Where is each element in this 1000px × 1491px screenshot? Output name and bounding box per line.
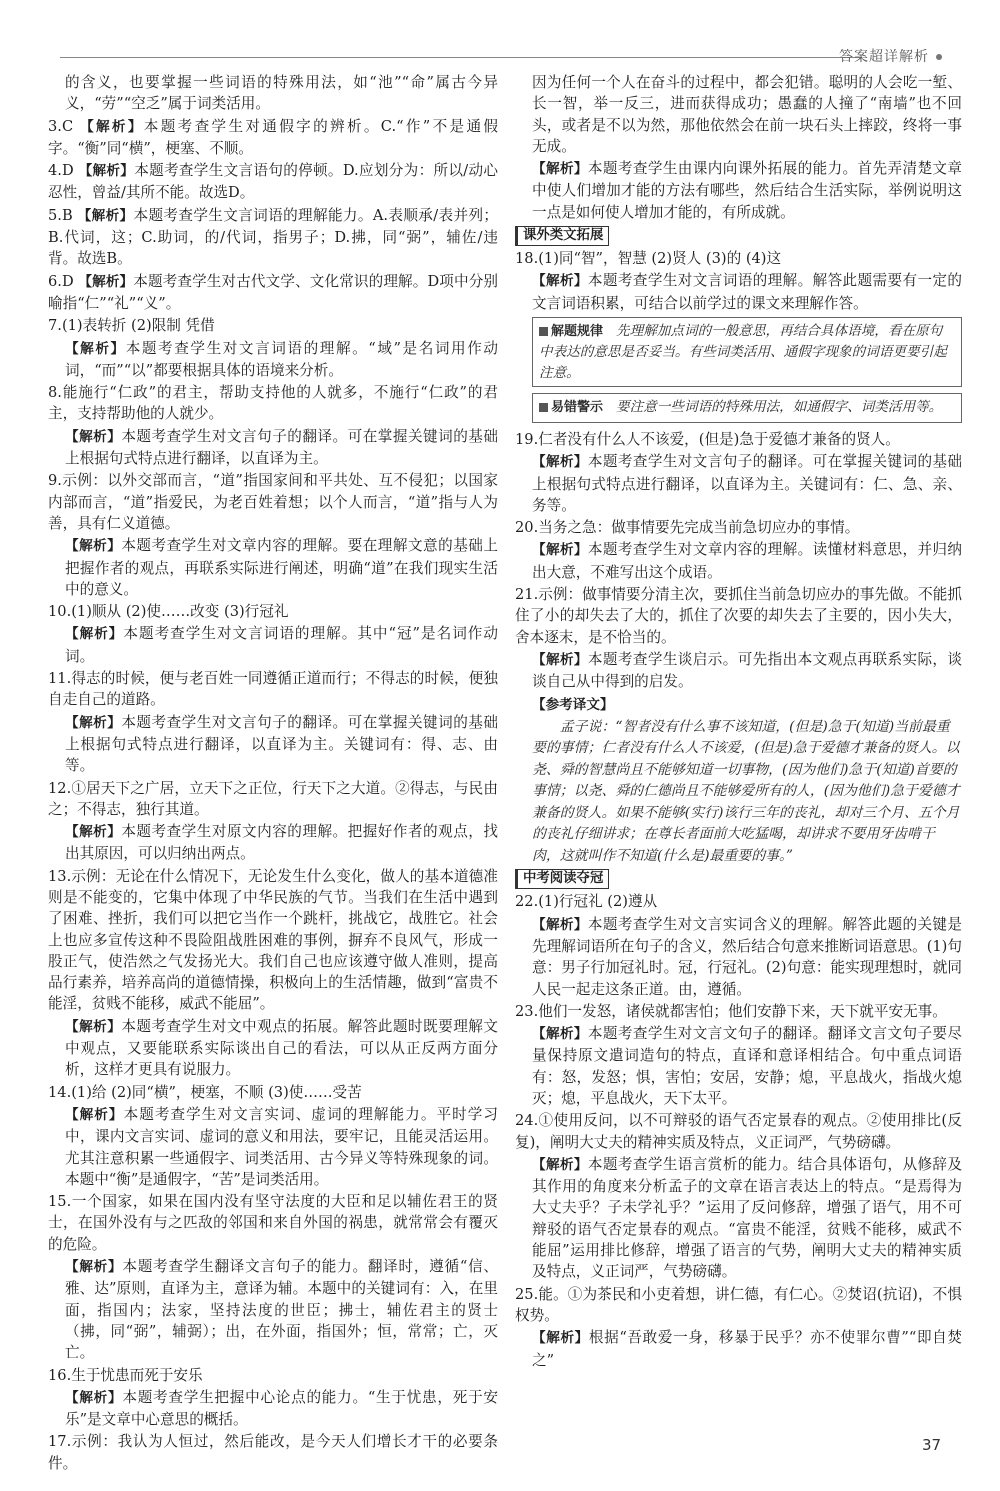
left-answer-21 xyxy=(48,1191,498,1255)
label-tag: 【解析】 xyxy=(532,542,588,559)
right-answer-19 xyxy=(515,1023,962,1109)
reference-translation: 孟子说：“智者没有什么事不该知道，(但是)急于(知道)当前最重要的事情；仁者没有什么人不该爱，(但是)急于爱德才兼备的贤人。以尧、舜的智慧尚且不能够知道一切事物，(因为他们)急于(知道)首要的事情；以尧、舜的仁德尚且不能够爱所有的人，(因为他们)急于爱德才兼备的贤人。如果不能够(实行)该行三年的丧礼，却对三个月、五个月的丧礼仔细讲求；在尊长者面前大吃猛喝，却讲求不要用牙齿啃干肉，这就叫作不知道(什么是)最重要的事。” xyxy=(532,718,960,864)
question-number: 12. xyxy=(48,779,72,797)
right-answer-23 xyxy=(515,1327,962,1371)
answer-text: 【解析】本题考查学生对文言词语的理解。其中“冠”是名词作动词。 xyxy=(65,625,498,665)
question-number: 10. xyxy=(48,603,72,621)
left-answer-9 xyxy=(48,470,498,534)
right-answer-13 xyxy=(515,694,962,716)
right-answer-21 xyxy=(515,1154,962,1283)
right-answer-20 xyxy=(515,1110,962,1153)
answer-text: (1)表转折 (2)限制 凭借 xyxy=(61,317,215,335)
answer-text: 的含义，也要掌握一些词语的特殊用法，如“池”“命”属古今异义，“劳”“空乏”属于词类活用。 xyxy=(65,74,498,113)
right-answer-3 xyxy=(515,248,962,269)
label-tag: 【解析】 xyxy=(65,428,122,445)
question-number: 6. xyxy=(48,272,62,290)
answer-text: 示例：我认为人恒过，然后能改，是今天人们增长才干的必要条件。 xyxy=(48,1433,498,1472)
label-tag: 【解析】 xyxy=(532,651,588,668)
left-answer-0 xyxy=(48,72,498,115)
left-answer-23 xyxy=(48,1365,498,1386)
answer-text: 当务之急：做事情要先完成当前急切应办的事情。 xyxy=(538,519,860,537)
left-answer-8 xyxy=(48,426,498,470)
question-number: 24. xyxy=(515,1112,539,1130)
header-dot-icon xyxy=(936,54,942,60)
right-answer-0 xyxy=(515,72,962,157)
answer-text: 示例：做事情要分清主次，要抓住当前急切应办的事先做。不能抓住了小的却失去了大的，抓住了次要的却失去了主要的，因小失大，舍本逐末，是不恰当的。 xyxy=(515,586,962,646)
right-answer-17 xyxy=(515,914,962,1000)
label-tag: 【解析】 xyxy=(78,273,134,290)
label-tag: 【解析】 xyxy=(65,714,122,731)
label-tag: 【解析】 xyxy=(65,626,124,643)
answer-text: C 【解析】本题考查学生对通假字的辨析。C.“作”不是通假字。“衡”同“横”，梗塞、不顺。 xyxy=(48,117,498,157)
question-number: 9. xyxy=(48,472,62,490)
answer-text: 仁者没有什么人不该爱，(但是)急于爱德才兼备的贤人。 xyxy=(538,430,900,448)
left-answer-10 xyxy=(48,535,498,600)
label-tag: 【解析】 xyxy=(532,1330,589,1347)
answer-text: 【解析】本题考查学生由课内向课外拓展的能力。首先弄清楚文章中使人们增加才能的方法有哪些，然后结合生活实际，举例说明这一点是如何使人增加才能的，有所成就。 xyxy=(532,160,962,221)
section-heading-row xyxy=(515,867,962,891)
header-rule xyxy=(60,57,862,58)
answer-text: (1)顺从 (2)使……改变 (3)行冠礼 xyxy=(71,603,289,621)
answer-text: 【解析】本题考查学生对文言实词含义的理解。解答此题的关键是先理解词语所在句子的含义，然后结合句意来推断词语意思。(1)句意：男子行加冠礼时。冠，行冠礼。(2)句意：能实现理想时，就同人民一起走这条正道。由，遵循。 xyxy=(532,915,962,998)
answer-text: 【解析】本题考查学生对文章内容的理解。读懂材料意思，并归纳出大意，不难写出这个成语。 xyxy=(532,541,962,581)
tip-square-icon xyxy=(539,327,548,336)
label-tag: 【解析】 xyxy=(65,1106,124,1123)
answer-text: 【解析】本题考查学生对文中观点的拓展。解答此题时既要理解文中观点，又要能联系实际谈出自己的看法，可以从正反两方面分析，这样才更具有说服力。 xyxy=(65,1017,498,1079)
right-column xyxy=(515,72,962,1372)
answer-text: ①居天下之广居，立天下之正位，行天下之大道。②得志，与民由之；不得志，独行其道。 xyxy=(48,779,498,818)
answer-text: 【解析】本题考查学生对文言句子的翻译。可在掌握关键词的基础上根据句式特点进行翻译，以直译为主。关键词有：得、志、由等。 xyxy=(65,713,498,775)
right-answer-10 xyxy=(515,539,962,583)
answer-text: 【解析】本题考查学生对文言句子的翻译。可在掌握关键词的基础上根据句式特点进行翻译，以直译为主。 xyxy=(65,427,498,468)
label-tag: 【参考译文】 xyxy=(532,696,614,713)
question-number: 13. xyxy=(48,867,72,885)
left-answer-22 xyxy=(48,1256,498,1363)
question-number: 15. xyxy=(48,1193,72,1211)
tip-box xyxy=(532,393,962,423)
label-tag: 【解析】 xyxy=(80,118,144,135)
answer-text: 一个国家，如果在国内没有坚守法度的大臣和足以辅佐君王的贤士，在国外没有与之匹敌的邻国和来自外国的祸患，就常常会有覆灭的危险。 xyxy=(48,1193,498,1253)
answer-text: 得志的时候，便与老百姓一同遵循正道而行；不得志的时候，便独自走自己的道路。 xyxy=(48,670,498,709)
answer-text: 【解析】本题考查学生对文言词语的理解。“域”是名词用作动词，“而”“以”都要根据具体的语境来分析。 xyxy=(65,339,498,379)
question-number: 11. xyxy=(48,670,72,688)
right-answer-7 xyxy=(515,429,962,450)
left-answer-24 xyxy=(48,1387,498,1431)
answer-text: 【解析】本题考查学生对文章内容的理解。要在理解文意的基础上把握作者的观点，再联系实际进行阐述，明确“道”在我们现实生活中的意义。 xyxy=(65,537,498,598)
right-answer-16 xyxy=(515,891,962,912)
label-tag: 【解析】 xyxy=(532,273,588,290)
question-number: 25. xyxy=(515,1285,539,1303)
answer-text: 【解析】本题考查学生对文言文句子的翻译。翻译文言文句子要尽量保持原文遣词造句的特点，直译和意译相结合。句中重点词语有：怒，发怒；惧，害怕；安居，安静；熄，平息战火，指战火熄灭；熄，平息战火，天下太平。 xyxy=(532,1025,962,1107)
label-tag: 【解析】 xyxy=(532,1156,588,1173)
left-answer-17 xyxy=(48,866,498,1015)
label-tag: 【解析】 xyxy=(532,916,588,933)
answer-text: 生于忧患而死于安乐 xyxy=(71,1366,203,1384)
left-answer-19 xyxy=(48,1082,498,1103)
tip-text: 先理解加点词的一般意思，再结合具体语境，看在原句中表达的意思是否妥当。有些词类活用、通假字现象的词语更要引起注意。 xyxy=(539,322,947,381)
label-tag: 【解析】 xyxy=(532,1026,588,1043)
answer-text: 【解析】本题考查学生对原文内容的理解。把握好作者的观点，找出其原因，可以归纳出两点。 xyxy=(65,823,498,863)
answer-text: 【解析】本题考查学生语言赏析的能力。结合具体语句，从修辞及其作用的角度来分析孟子的文章在语言表达上的特点。“是焉得为大丈夫乎？子未学礼乎？”运用了反问修辞，增强了语气，用不可辩驳的语气否定景春的观点。“富贵不能淫，贫贱不能移，威武不能屈”运用排比修辞，增强了语言的气势，阐明大丈夫的精神实质及特点，义正词严，气势磅礴。 xyxy=(532,1155,962,1281)
left-answer-25 xyxy=(48,1431,498,1474)
answer-text: 示例：无论在什么情况下，无论发生什么变化，做人的基本道德准则是不能变的，它集中体现了中华民族的气节。当我们在生活中遇到了困难、挫折，我们可以把它当作一个跳杆，挑战它，战胜它。社会上也应多宣传这种不畏险阻战胜困难的事例，摒弃不良风气，形成一股正气，使浩然之气发扬光大。我们自己也应该遵守做人准则，提高品行素养，培养高尚的道德情操，积极向上的生活情趣，做到“富贵不能淫，贫贱不能移，威武不能屈”。 xyxy=(48,867,498,1013)
answer-text: (1)同“智”，智慧 (2)贤人 (3)的 (4)这 xyxy=(538,250,782,268)
label-tag: 【解析】 xyxy=(65,1018,122,1035)
answer-text: ①使用反问，以不可辩驳的语气否定景春的观点。②使用排比(反复)，阐明大丈夫的精神实质及特点，义正词严，气势磅礴。 xyxy=(515,1112,962,1151)
answer-text: 【解析】根据“吾敢爱一身，移暴于民乎？亦不使罪尔曹”“即自焚之” xyxy=(532,1329,962,1369)
right-answer-12 xyxy=(515,649,962,693)
left-answer-3 xyxy=(48,205,498,270)
answer-text: (1)行冠礼 (2)遵从 xyxy=(538,893,658,911)
section-heading: 中考阅读夺冠 xyxy=(515,869,609,889)
left-column xyxy=(48,72,498,1475)
answer-text: (1)给 (2)同“横”，梗塞，不顺 (3)使……受苦 xyxy=(71,1083,362,1101)
left-answer-20 xyxy=(48,1104,498,1190)
question-number: 8. xyxy=(48,384,62,402)
left-answer-12 xyxy=(48,623,498,667)
label-tag: 【解析】 xyxy=(65,824,122,841)
left-answer-15 xyxy=(48,778,498,821)
question-number: 17. xyxy=(48,1433,72,1451)
left-answer-6 xyxy=(48,338,498,382)
tip-box xyxy=(532,317,962,388)
tip-square-icon xyxy=(539,403,548,412)
left-answer-13 xyxy=(48,668,498,711)
answer-text xyxy=(532,696,614,713)
left-answer-11 xyxy=(48,601,498,622)
left-answer-1 xyxy=(48,116,498,160)
right-answer-8 xyxy=(515,451,962,516)
answer-text: 因为任何一个人在奋斗的过程中，都会犯错。聪明的人会吃一堑、长一智，举一反三，进而获得成功；愚蠢的人撞了“南墙”也不回头，或者是不以为然，那他依然会在前一块石头上摔跤，终将一事无成。 xyxy=(532,74,962,155)
question-number: 20. xyxy=(515,519,539,537)
answer-text: 【解析】本题考查学生对文言句子的翻译。可在掌握关键词的基础上根据句式特点进行翻译，以直译为主。关键词有：仁、急、亲、务等。 xyxy=(532,453,962,514)
answer-text: 他们一发怒，诸侯就都害怕；他们安静下来，天下就平安无事。 xyxy=(538,1002,947,1020)
tip-title: 易错警示 xyxy=(551,400,617,416)
right-answer-4 xyxy=(515,270,962,314)
answer-text: 能。①为茶民和小吏着想，讲仁德，有仁心。②焚诏(抗诏)，不惧权势。 xyxy=(515,1285,962,1324)
answer-text: 【解析】本题考查学生翻译文言句子的能力。翻译时，遵循“信、雅、达”原则，直译为主，意译为辅。本题中的关键词有：入，在里面，指国内；法家，坚持法度的世臣；拂士，辅佐君主的贤士（拂，同“弼”，辅弼）；出，在外面，指国外；恒，常常；亡，灭亡。 xyxy=(65,1258,499,1362)
label-tag: 【解析】 xyxy=(65,538,122,555)
right-answer-9 xyxy=(515,517,962,538)
question-number: 16. xyxy=(48,1366,72,1384)
label-tag: 【解析】 xyxy=(532,454,588,471)
label-tag: 【解析】 xyxy=(78,163,135,180)
question-number: 14. xyxy=(48,1083,72,1101)
right-answer-1 xyxy=(515,158,962,223)
section-heading-row xyxy=(515,224,962,248)
answer-text: D 【解析】本题考查学生对古代文学、文化常识的理解。D项中分别喻指“仁”“礼”“义”。 xyxy=(48,272,499,312)
left-answer-16 xyxy=(48,821,498,865)
question-number: 7. xyxy=(48,317,62,335)
label-tag: 【解析】 xyxy=(65,340,126,357)
left-answer-18 xyxy=(48,1016,498,1081)
label-tag: 【解析】 xyxy=(65,1259,123,1276)
label-tag: 【解析】 xyxy=(77,207,134,224)
answer-text: 【解析】本题考查学生对文言词语的理解。解答此题需要有一定的文言词语积累，可结合以前学过的课文来理解作答。 xyxy=(532,272,962,312)
section-heading: 课外类文拓展 xyxy=(515,226,609,246)
question-number: 22. xyxy=(515,893,539,911)
answer-text: 【解析】本题考查学生谈启示。可先指出本文观点再联系实际，谈谈自己从中得到的启发。 xyxy=(532,650,962,691)
header-title: 答案超详解析 xyxy=(839,46,942,66)
question-number: 5. xyxy=(48,206,62,224)
left-answer-5 xyxy=(48,315,498,336)
question-number: 18. xyxy=(515,250,539,268)
tip-text: 要注意一些词语的特殊用法，如通假字、词类活用等。 xyxy=(616,399,943,416)
question-number: 19. xyxy=(515,430,539,448)
question-number: 23. xyxy=(515,1002,539,1020)
answer-text: 【解析】本题考查学生把握中心论点的能力。“生于忧患，死于安乐”是文章中心意思的概括。 xyxy=(65,1388,499,1429)
question-number: 3. xyxy=(48,117,62,135)
answer-text: D 【解析】本题考查学生文言语句的停顿。D.应划分为：所以/动心忍性，曾益/其所不能。故选D。 xyxy=(48,162,498,202)
question-number: 21. xyxy=(515,586,539,604)
label-tag: 【解析】 xyxy=(65,1389,123,1406)
tip-title: 解题规律 xyxy=(551,323,617,339)
page-number: 37 xyxy=(922,1436,942,1454)
label-tag: 【解析】 xyxy=(532,161,588,178)
answer-text: 【解析】本题考查学生对文言实词、虚词的理解能力。平时学习中，课内文言实词、虚词的意义和用法，要牢记，且能灵活运用。尤其注意积累一些通假字、词类活用、古今异义等特殊现象的词。本题中“衡”是通假字，“苦”是词类活用。 xyxy=(65,1105,498,1188)
right-answer-22 xyxy=(515,1284,962,1327)
right-answer-11 xyxy=(515,584,962,648)
left-answer-4 xyxy=(48,271,498,315)
right-answer-18 xyxy=(515,1001,962,1022)
left-answer-14 xyxy=(48,712,498,777)
answer-text: 示例：以外交部而言，“道”指国家间和平共处、互不侵犯；以国家内部而言，“道”指爱民，为老百姓着想；以个人而言，“道”指与人为善，具有仁义道德。 xyxy=(48,472,498,532)
question-number: 4. xyxy=(48,162,62,180)
left-answer-7 xyxy=(48,382,498,425)
answer-text: B 【解析】本题考查学生文言词语的理解能力。A.表顺承/表并列；B.代词，这；C.助词，的/代词，指男子；D.拂，同“弼”，辅佐/违背。故选B。 xyxy=(48,206,498,268)
answer-text: 能施行“仁政”的君主，帮助支持他的人就多，不施行“仁政”的君主，支持帮助他的人就少。 xyxy=(48,384,498,423)
left-answer-2 xyxy=(48,160,498,204)
